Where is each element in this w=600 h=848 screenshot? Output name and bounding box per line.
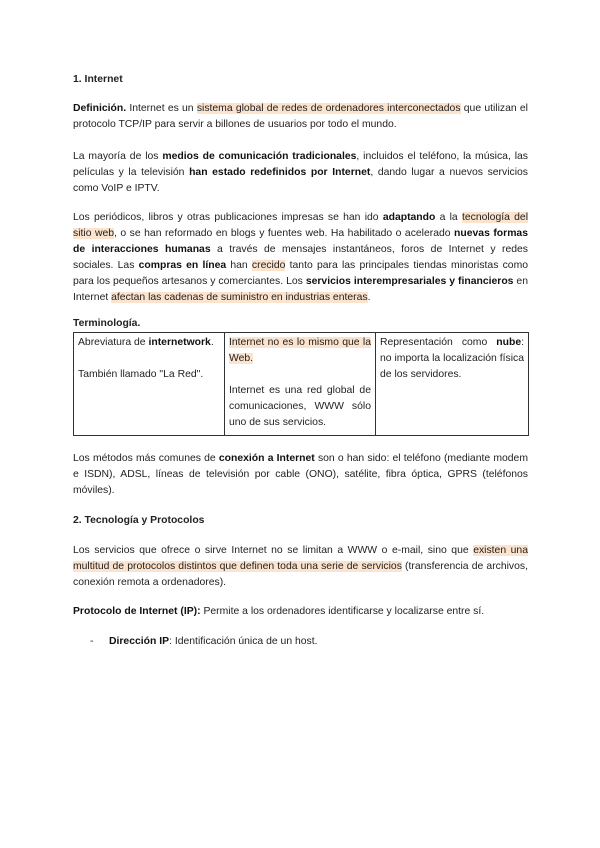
bold-text: nube bbox=[496, 337, 522, 348]
text: Los periódicos, libros y otras publicaciones impresas se han ido bbox=[73, 212, 383, 223]
text: Abreviatura de bbox=[78, 337, 149, 348]
text: han bbox=[226, 260, 252, 271]
bullet-dash: - bbox=[90, 636, 94, 647]
text: a la bbox=[435, 212, 462, 223]
section-heading-technology: 2. Tecnología y Protocolos bbox=[73, 515, 205, 526]
publications-paragraph bbox=[73, 210, 528, 306]
table-cell-cloud bbox=[376, 333, 529, 436]
terminology-table bbox=[73, 332, 529, 436]
definition-paragraph bbox=[73, 101, 528, 133]
cell-text bbox=[78, 335, 220, 351]
highlight: Internet no es lo mismo que la Web. bbox=[229, 337, 371, 364]
text: (transferencia de archivos, conexión remota a ordenadores). bbox=[73, 561, 528, 588]
media-paragraph bbox=[73, 149, 528, 197]
highlight: sistema global de redes de ordenadores interconectados bbox=[196, 103, 461, 114]
section-heading-internet: 1. Internet bbox=[73, 74, 123, 85]
highlight: crecido bbox=[251, 260, 286, 271]
text: Los servicios que ofrece o sirve Internet no se limitan a WWW o e-mail, sino que bbox=[73, 545, 474, 556]
bullet-text bbox=[109, 634, 318, 650]
text: Internet es un bbox=[126, 103, 197, 114]
cell-text: También llamado "La Red". bbox=[78, 369, 204, 380]
text: , o se han reformado en blogs y fuentes web. Ha habilitado o acelerado bbox=[114, 228, 455, 239]
text: , dando lugar a nuevos servicios como VoIP e IPTV. bbox=[73, 167, 528, 194]
bold-text: adaptando bbox=[382, 212, 436, 223]
bold-text: conexión a Internet bbox=[218, 453, 315, 464]
text: que utilizan el protocolo TCP/IP para servir a billones de usuarios por todo el mundo. bbox=[73, 103, 528, 130]
text: : Identificación única de un host. bbox=[169, 636, 318, 647]
bold-text: nuevas formas de interacciones humanas bbox=[73, 228, 528, 255]
cell-text bbox=[229, 335, 371, 367]
text: Permite a los ordenadores identificarse y localizarse entre sí. bbox=[200, 606, 485, 617]
text: son o han sido: el teléfono (mediante modem e ISDN), ADSL, líneas de televisión por cable (ONO), satélite, fibra óptica, GPRS (teléfonos móviles). bbox=[73, 453, 528, 496]
text: : no importa la localización física de los servidores. bbox=[380, 337, 524, 380]
services-paragraph bbox=[73, 543, 528, 591]
bold-text: han estado redefinidos por Internet bbox=[189, 167, 371, 178]
cell-text bbox=[380, 335, 524, 383]
bold-text: compras en línea bbox=[138, 260, 227, 271]
table-row bbox=[74, 333, 529, 436]
table-cell-internet-vs-web bbox=[225, 333, 376, 436]
terminology-heading: Terminología. bbox=[73, 318, 141, 329]
text: Representación como bbox=[380, 337, 497, 348]
bold-text: internetwork bbox=[148, 337, 211, 348]
connection-methods-paragraph bbox=[73, 451, 528, 499]
ip-protocol-paragraph bbox=[73, 604, 528, 620]
text: en Internet bbox=[73, 276, 528, 303]
spacer bbox=[78, 351, 220, 367]
text: . bbox=[367, 292, 371, 303]
highlight: afectan las cadenas de suministro en industrias enteras bbox=[111, 292, 368, 303]
bold-text: medios de comunicación tradicionales bbox=[162, 151, 357, 162]
definition-label: Definición. bbox=[73, 103, 127, 114]
text: a través de mensajes instantáneos, foros de Internet y redes sociales. Las bbox=[73, 244, 528, 271]
text: La mayoría de los bbox=[73, 151, 163, 162]
text: Los métodos más comunes de bbox=[73, 453, 219, 464]
text: . bbox=[210, 337, 214, 348]
cell-text: Internet es una red global de comunicaciones, WWW sólo uno de sus servicios. bbox=[229, 385, 371, 428]
highlight: tecnología del sitio web bbox=[73, 212, 529, 239]
bold-text: Protocolo de Internet (IP): bbox=[73, 606, 201, 617]
bold-text: servicios interempresariales y financieros bbox=[305, 276, 514, 287]
text: , incluidos el teléfono, la música, las películas y la televisión bbox=[73, 151, 528, 178]
spacer bbox=[229, 367, 371, 383]
text: tanto para las principales tiendas minoristas como para los pequeños artesanos y comerciantes. Los bbox=[73, 260, 529, 287]
table-cell-abbreviation bbox=[74, 333, 225, 436]
highlight: existen una multitud de protocolos distintos que definen toda una serie de servicios bbox=[73, 545, 528, 572]
bold-text: Dirección IP bbox=[109, 636, 170, 647]
